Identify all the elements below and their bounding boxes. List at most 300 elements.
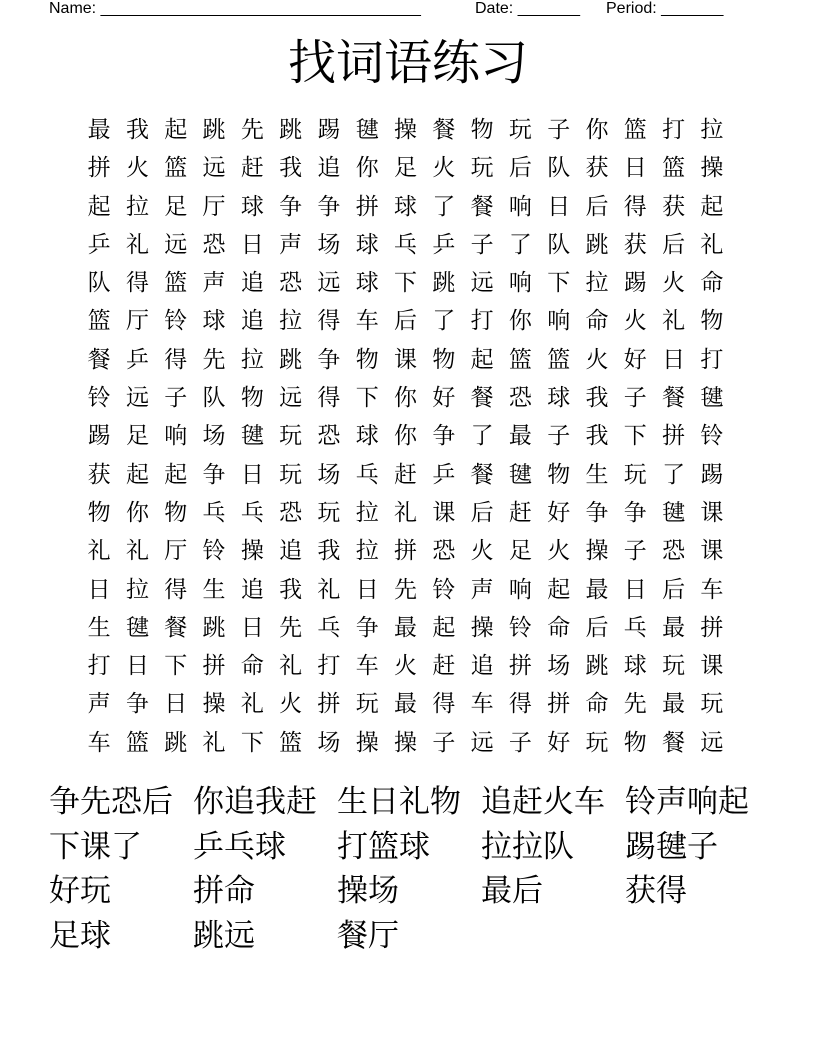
grid-cell[interactable]: 下 [547,270,571,297]
grid-cell[interactable]: 最 [87,117,111,143]
grid-cell[interactable]: 远 [125,385,149,412]
grid-cell[interactable]: 篮 [125,729,149,756]
grid-cell[interactable]: 课 [700,538,724,565]
grid-cell[interactable]: 子 [470,231,494,258]
word-list-row [49,914,789,959]
grid-cell[interactable]: 响 [508,193,532,220]
grid-cell[interactable]: 毽 [662,499,686,526]
word-item: 追赶火车 [481,784,605,820]
grid-cell[interactable]: 球 [240,193,264,220]
grid-cell[interactable]: 毽 [508,461,532,488]
grid-cell[interactable]: 队 [87,270,111,297]
grid-cell[interactable]: 你 [585,117,609,143]
grid-cell[interactable]: 乓 [394,231,418,258]
grid-cell[interactable]: 火 [547,538,571,565]
grid-cell[interactable]: 乓 [317,614,341,641]
grid-cell[interactable]: 铃 [700,423,724,450]
grid-cell[interactable]: 玩 [317,499,341,526]
grid-cell[interactable]: 踢 [317,117,341,143]
grid-cell[interactable]: 铃 [432,576,456,603]
grid-cell[interactable]: 礼 [700,231,724,258]
grid-cell[interactable]: 起 [125,461,149,488]
grid-cell[interactable]: 餐 [432,117,456,143]
grid-cell[interactable]: 日 [355,576,379,603]
grid-cell[interactable]: 响 [547,308,571,335]
grid-cell[interactable]: 最 [662,691,686,718]
grid-cell[interactable]: 了 [432,193,456,220]
grid-cell[interactable]: 你 [125,499,149,526]
grid-cell[interactable]: 拼 [700,614,724,641]
grid-cell[interactable]: 日 [547,193,571,220]
grid-cell[interactable]: 子 [547,117,571,143]
grid-cell[interactable]: 玩 [470,155,494,182]
grid-cell[interactable]: 毽 [700,385,724,412]
grid-cell[interactable]: 火 [662,270,686,297]
grid-cell[interactable]: 日 [623,155,647,182]
grid-cell[interactable]: 场 [317,729,341,756]
grid-cell[interactable]: 餐 [662,385,686,412]
grid-cell[interactable]: 后 [662,576,686,603]
grid-cell[interactable]: 课 [432,499,456,526]
grid-cell[interactable]: 物 [700,308,724,335]
grid-cell[interactable]: 课 [700,653,724,680]
grid-cell[interactable]: 子 [164,385,188,412]
grid-cell[interactable]: 得 [317,308,341,335]
grid-cell[interactable]: 火 [279,691,303,718]
grid-cell[interactable]: 厅 [202,193,226,220]
grid-cell[interactable]: 玩 [585,729,609,756]
grid-cell[interactable]: 声 [470,576,494,603]
grid-cell[interactable]: 车 [87,729,111,756]
grid-cell[interactable]: 起 [547,576,571,603]
grid-cell[interactable]: 你 [394,385,418,412]
grid-cell[interactable]: 下 [394,270,418,297]
grid-cell[interactable]: 子 [432,729,456,756]
grid-cell[interactable]: 餐 [662,729,686,756]
grid-cell[interactable]: 物 [470,117,494,143]
grid-cell[interactable]: 跳 [585,231,609,258]
grid-cell[interactable]: 拉 [279,308,303,335]
grid-cell[interactable]: 赶 [432,653,456,680]
grid-cell[interactable]: 你 [355,155,379,182]
grid-cell[interactable]: 物 [87,499,111,526]
grid-cell[interactable]: 拼 [87,155,111,182]
grid-cell[interactable]: 踢 [700,461,724,488]
grid-cell[interactable]: 玩 [700,691,724,718]
grid-cell[interactable]: 球 [547,385,571,412]
grid-cell[interactable]: 火 [432,155,456,182]
grid-cell[interactable]: 远 [279,385,303,412]
grid-cell[interactable]: 物 [623,729,647,756]
grid-cell[interactable]: 追 [470,653,494,680]
grid-cell[interactable]: 远 [317,270,341,297]
grid-cell[interactable]: 响 [508,576,532,603]
grid-cell[interactable]: 玩 [508,117,532,143]
grid-cell[interactable]: 足 [508,538,532,565]
grid-cell[interactable]: 你 [508,308,532,335]
grid-cell[interactable]: 追 [240,308,264,335]
grid-cell[interactable]: 下 [623,423,647,450]
grid-cell[interactable]: 拼 [355,193,379,220]
grid-cell[interactable]: 赶 [394,461,418,488]
grid-cell[interactable]: 礼 [394,499,418,526]
grid-cell[interactable]: 得 [623,193,647,220]
grid-cell[interactable]: 礼 [662,308,686,335]
grid-cell[interactable]: 火 [623,308,647,335]
grid-cell[interactable]: 铃 [202,538,226,565]
grid-cell[interactable]: 生 [585,461,609,488]
grid-cell[interactable]: 队 [202,385,226,412]
grid-cell[interactable]: 餐 [470,193,494,220]
grid-cell[interactable]: 拉 [240,346,264,373]
grid-cell[interactable]: 篮 [508,346,532,373]
grid-cell[interactable]: 课 [700,499,724,526]
grid-cell[interactable]: 获 [585,155,609,182]
grid-cell[interactable]: 足 [394,155,418,182]
grid-cell[interactable]: 后 [394,308,418,335]
grid-cell[interactable]: 日 [240,231,264,258]
grid-cell[interactable]: 先 [279,614,303,641]
grid-cell[interactable]: 子 [547,423,571,450]
grid-cell[interactable]: 后 [508,155,532,182]
grid-cell[interactable]: 好 [623,346,647,373]
grid-cell[interactable]: 声 [279,231,303,258]
grid-cell[interactable]: 命 [547,614,571,641]
grid-cell[interactable]: 跳 [585,653,609,680]
grid-cell[interactable]: 礼 [125,231,149,258]
grid-cell[interactable]: 我 [279,576,303,603]
grid-cell[interactable]: 礼 [125,538,149,565]
grid-cell[interactable]: 我 [585,423,609,450]
grid-cell[interactable]: 远 [202,155,226,182]
grid-cell[interactable]: 球 [355,423,379,450]
grid-cell[interactable]: 先 [623,691,647,718]
grid-cell[interactable]: 铃 [508,614,532,641]
grid-cell[interactable]: 好 [432,385,456,412]
grid-cell[interactable]: 篮 [623,117,647,143]
grid-cell[interactable]: 恐 [202,231,226,258]
grid-cell[interactable]: 打 [700,346,724,373]
grid-cell[interactable]: 乒 [125,346,149,373]
grid-cell[interactable]: 乒 [432,231,456,258]
grid-cell[interactable]: 跳 [202,117,226,143]
grid-cell[interactable]: 日 [240,614,264,641]
grid-cell[interactable]: 场 [547,653,571,680]
grid-cell[interactable]: 礼 [279,653,303,680]
grid-cell[interactable]: 我 [585,385,609,412]
word-item: 好玩 [49,873,111,909]
grid-cell[interactable]: 追 [279,538,303,565]
grid-cell[interactable]: 乓 [240,499,264,526]
grid-cell[interactable]: 踢 [87,423,111,450]
grid-cell[interactable]: 争 [432,423,456,450]
grid-cell[interactable]: 毽 [125,614,149,641]
grid-cell[interactable]: 球 [202,308,226,335]
grid-cell[interactable]: 拉 [585,270,609,297]
grid-cell[interactable]: 拼 [508,653,532,680]
grid-cell[interactable]: 拉 [125,193,149,220]
grid-cell[interactable]: 远 [470,729,494,756]
grid-cell[interactable]: 了 [662,461,686,488]
grid-cell[interactable]: 声 [202,270,226,297]
grid-cell[interactable]: 争 [317,193,341,220]
grid-cell[interactable]: 恐 [279,270,303,297]
grid-cell[interactable]: 了 [508,231,532,258]
grid-cell[interactable]: 了 [470,423,494,450]
grid-cell[interactable]: 日 [623,576,647,603]
grid-cell[interactable]: 课 [394,346,418,373]
grid-cell[interactable]: 物 [164,499,188,526]
grid-cell[interactable]: 远 [700,729,724,756]
grid-cell[interactable]: 操 [355,729,379,756]
grid-cell[interactable]: 操 [470,614,494,641]
grid-cell[interactable]: 追 [317,155,341,182]
grid-cell[interactable]: 得 [508,691,532,718]
grid-cell[interactable]: 日 [240,461,264,488]
grid-cell[interactable]: 跳 [432,270,456,297]
grid-cell[interactable]: 得 [432,691,456,718]
grid-cell[interactable]: 跳 [164,729,188,756]
grid-cell[interactable]: 争 [317,346,341,373]
grid-cell[interactable]: 起 [470,346,494,373]
grid-cell[interactable]: 操 [700,155,724,182]
grid-cell[interactable]: 命 [585,308,609,335]
grid-cell[interactable]: 乓 [202,499,226,526]
grid-cell[interactable]: 命 [700,270,724,297]
grid-row [80,532,740,570]
grid-cell[interactable]: 起 [700,193,724,220]
grid-cell[interactable]: 声 [87,691,111,718]
grid-cell[interactable]: 礼 [87,538,111,565]
grid-cell[interactable]: 拉 [125,576,149,603]
grid-cell[interactable]: 我 [317,538,341,565]
grid-cell[interactable]: 争 [125,691,149,718]
grid-cell[interactable]: 车 [355,308,379,335]
grid-cell[interactable]: 远 [164,231,188,258]
grid-cell[interactable]: 恐 [508,385,532,412]
grid-cell[interactable]: 命 [585,691,609,718]
grid-cell[interactable]: 铃 [87,385,111,412]
grid-cell[interactable]: 场 [317,231,341,258]
grid-cell[interactable]: 获 [623,231,647,258]
grid-cell[interactable]: 日 [87,576,111,603]
grid-cell[interactable]: 车 [470,691,494,718]
grid-cell[interactable]: 响 [508,270,532,297]
grid-cell[interactable]: 起 [164,461,188,488]
grid-cell[interactable]: 拼 [662,423,686,450]
grid-cell[interactable]: 物 [547,461,571,488]
grid-cell[interactable]: 恐 [662,538,686,565]
grid-cell[interactable]: 篮 [279,729,303,756]
grid-cell[interactable]: 礼 [202,729,226,756]
grid-cell[interactable]: 打 [317,653,341,680]
grid-cell[interactable]: 恐 [279,499,303,526]
grid-cell[interactable]: 篮 [662,155,686,182]
grid-cell[interactable]: 队 [547,155,571,182]
grid-cell[interactable]: 最 [394,691,418,718]
grid-cell[interactable]: 操 [394,117,418,143]
grid-cell[interactable]: 操 [240,538,264,565]
grid-cell[interactable]: 球 [355,231,379,258]
grid-cell[interactable]: 篮 [164,270,188,297]
grid-cell[interactable]: 火 [585,346,609,373]
grid-cell[interactable]: 操 [394,729,418,756]
grid-cell[interactable]: 火 [125,155,149,182]
grid-cell[interactable]: 日 [125,653,149,680]
grid-cell[interactable]: 先 [240,117,264,143]
grid-cell[interactable]: 物 [432,346,456,373]
student-info-header [49,0,769,18]
grid-cell[interactable]: 下 [240,729,264,756]
grid-cell[interactable]: 最 [585,576,609,603]
grid-cell[interactable]: 日 [164,691,188,718]
grid-cell[interactable]: 追 [240,270,264,297]
grid-cell[interactable]: 后 [585,193,609,220]
grid-cell[interactable]: 餐 [470,385,494,412]
grid-cell[interactable]: 乒 [87,231,111,258]
grid-cell[interactable]: 我 [125,117,149,143]
grid-cell[interactable]: 后 [470,499,494,526]
grid-cell[interactable]: 得 [164,576,188,603]
grid-cell[interactable]: 餐 [164,614,188,641]
grid-cell[interactable]: 后 [662,231,686,258]
grid-cell[interactable]: 拉 [355,499,379,526]
grid-cell[interactable]: 子 [623,385,647,412]
grid-cell[interactable]: 餐 [87,346,111,373]
grid-cell[interactable]: 车 [700,576,724,603]
grid-cell[interactable]: 拼 [394,538,418,565]
grid-cell[interactable]: 远 [470,270,494,297]
grid-cell[interactable]: 最 [394,614,418,641]
grid-cell[interactable]: 获 [662,193,686,220]
grid-cell[interactable]: 火 [394,653,418,680]
grid-cell[interactable]: 起 [87,193,111,220]
word-list-row [49,869,789,914]
grid-cell[interactable]: 物 [355,346,379,373]
grid-cell[interactable]: 物 [240,385,264,412]
grid-cell[interactable]: 玩 [279,423,303,450]
grid-cell[interactable]: 好 [547,729,571,756]
grid-cell[interactable]: 争 [355,614,379,641]
grid-cell[interactable]: 球 [394,193,418,220]
grid-cell[interactable]: 篮 [547,346,571,373]
grid-cell[interactable]: 子 [508,729,532,756]
grid-cell[interactable]: 跳 [202,614,226,641]
grid-cell[interactable]: 恐 [317,423,341,450]
grid-cell[interactable]: 拉 [700,117,724,143]
grid-cell[interactable]: 足 [164,193,188,220]
grid-cell[interactable]: 铃 [164,308,188,335]
grid-cell[interactable]: 篮 [87,308,111,335]
grid-cell[interactable]: 恐 [432,538,456,565]
grid-cell[interactable]: 你 [394,423,418,450]
grid-cell[interactable]: 获 [87,461,111,488]
grid-cell[interactable]: 拼 [202,653,226,680]
grid-cell[interactable]: 了 [432,308,456,335]
word-item: 操场 [337,873,399,909]
grid-cell[interactable]: 拉 [355,538,379,565]
grid-cell[interactable]: 操 [585,538,609,565]
grid-cell[interactable]: 玩 [623,461,647,488]
grid-cell[interactable]: 打 [470,308,494,335]
word-item: 足球 [49,917,111,954]
grid-cell[interactable]: 后 [585,614,609,641]
grid-cell[interactable]: 餐 [470,461,494,488]
grid-cell[interactable]: 最 [508,423,532,450]
grid-cell[interactable]: 追 [240,576,264,603]
grid-cell[interactable]: 下 [355,385,379,412]
grid-row [80,264,740,302]
grid-cell[interactable]: 最 [662,614,686,641]
grid-cell[interactable]: 厅 [125,308,149,335]
grid-cell[interactable]: 车 [355,653,379,680]
grid-cell[interactable]: 争 [585,499,609,526]
grid-cell[interactable]: 足 [125,423,149,450]
grid-cell[interactable]: 得 [125,270,149,297]
grid-cell[interactable]: 生 [87,614,111,641]
grid-cell[interactable]: 火 [470,538,494,565]
grid-cell[interactable]: 得 [317,385,341,412]
grid-cell[interactable]: 玩 [662,653,686,680]
grid-cell[interactable]: 拼 [547,691,571,718]
grid-cell[interactable]: 踢 [623,270,647,297]
grid-cell[interactable]: 争 [202,461,226,488]
grid-cell[interactable]: 先 [202,346,226,373]
grid-cell[interactable]: 毽 [240,423,264,450]
grid-cell[interactable]: 乓 [355,461,379,488]
grid-cell[interactable]: 争 [279,193,303,220]
grid-cell[interactable]: 队 [547,231,571,258]
grid-cell[interactable]: 子 [623,538,647,565]
grid-cell[interactable]: 响 [164,423,188,450]
grid-cell[interactable]: 生 [202,576,226,603]
grid-cell[interactable]: 球 [355,270,379,297]
grid-cell[interactable]: 毽 [355,117,379,143]
grid-cell[interactable]: 玩 [355,691,379,718]
grid-cell[interactable]: 打 [662,117,686,143]
grid-cell[interactable]: 操 [202,691,226,718]
grid-cell[interactable]: 场 [317,461,341,488]
grid-cell[interactable]: 跳 [279,117,303,143]
grid-cell[interactable]: 好 [547,499,571,526]
grid-cell[interactable]: 赶 [508,499,532,526]
grid-cell[interactable]: 跳 [279,346,303,373]
grid-cell[interactable]: 赶 [240,155,264,182]
grid-cell[interactable]: 得 [164,346,188,373]
grid-cell[interactable]: 礼 [240,691,264,718]
grid-cell[interactable]: 玩 [279,461,303,488]
grid-cell[interactable]: 礼 [317,576,341,603]
grid-cell[interactable]: 起 [432,614,456,641]
grid-cell[interactable]: 先 [394,576,418,603]
grid-cell[interactable]: 打 [87,653,111,680]
grid-cell[interactable]: 日 [662,346,686,373]
grid-cell[interactable]: 厅 [164,538,188,565]
date-field: Date: _______ [475,0,580,17]
grid-cell[interactable]: 争 [623,499,647,526]
grid-cell[interactable]: 场 [202,423,226,450]
grid-cell[interactable]: 我 [279,155,303,182]
grid-cell[interactable]: 下 [164,653,188,680]
grid-cell[interactable]: 起 [164,117,188,143]
word-item: 你追我赶 [193,784,317,820]
grid-cell[interactable]: 球 [623,653,647,680]
grid-cell[interactable]: 乓 [623,614,647,641]
grid-cell[interactable]: 乒 [432,461,456,488]
grid-cell[interactable]: 篮 [164,155,188,182]
grid-cell[interactable]: 拼 [317,691,341,718]
grid-cell[interactable]: 命 [240,653,264,680]
